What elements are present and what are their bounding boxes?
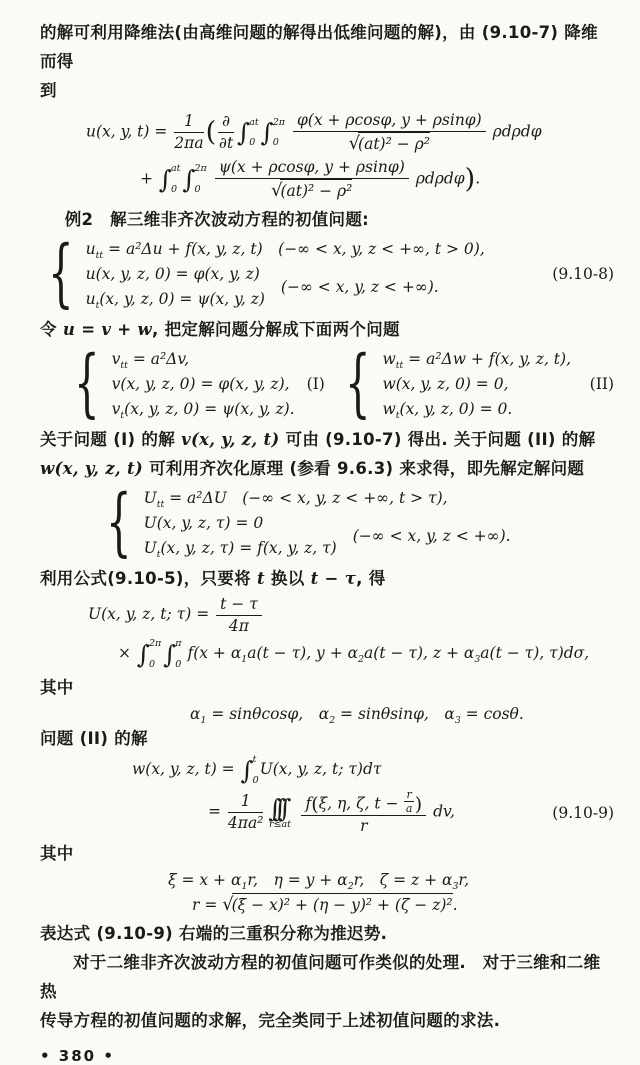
left-brace-system-II: { [344, 340, 371, 427]
problem-I-solution-line-1: 关于问题 (I) 的解 v(x, y, z, t) 可由 (9.10-7) 得出. 关于问题 (II) 的解 [40, 429, 596, 449]
system-II-row-1: $w_{tt} = a^2\Delta w + f(x$, y, z, t), [382, 349, 572, 372]
system-I-row-1: $v_{tt} = a^2\Delta v$, [111, 349, 190, 372]
system-9-10-8-row-3: $u_t(x$, y, z, 0) = ψ(x, y, z) [85, 289, 265, 312]
wherein-label-2: 其中 [40, 843, 74, 863]
system-I-row-2: v(x, y, z, 0) = φ(x, y, z), [111, 374, 290, 393]
system-II-row-3: $w_t(x$, y, z, 0) = 0. [382, 399, 513, 422]
formula-U-fraction: U(x, y, z, t; τ) = $\frac{t - \tau}{4\pi}$ [88, 595, 614, 635]
example-2-heading: 例2 解三维非齐次波动方程的初值问题: [64, 209, 370, 229]
formula-9-10-9 [208, 789, 614, 836]
formula-alpha-definitions: $\alpha_1 = \sin\theta\cos\varphi$, $\alpha_2 = \sin\theta\sin\varphi$, $\alpha_3 = \cos\theta$. [190, 705, 524, 727]
problem-I-solution-line-2: w(x, y, z, t) 可利用齐次化原理 (参看 9.6.3) 来求得，即先解定解问题 [40, 458, 585, 478]
system-U [106, 479, 614, 566]
equation-label-I: (I) [306, 375, 325, 394]
system-U-condition: (−∞ < x, y, z < +∞). [352, 526, 511, 545]
use-formula-line: 利用公式(9.10-5)，只要将 t 换以 t − τ, 得 [40, 568, 386, 588]
system-II [382, 347, 571, 422]
formula-dimension-reduction [40, 111, 614, 201]
equation-label-II: (II) [589, 375, 614, 394]
systems-I-and-II [74, 340, 614, 427]
system-II-row-2: w(x, y, z, 0) = 0, [382, 374, 509, 393]
formula-9-10-9-body: = $\frac{1}{\text{4πa²}}$ ∫∫∫ r≤at f(ξ, η, ζ, t − $\frac{r}{a}$ ) r dv, [208, 788, 455, 836]
left-brace: { [48, 230, 74, 317]
page-number: • 380 • [40, 1046, 115, 1065]
problem-II-solution-heading: 问题 (II) 的解 [40, 729, 148, 749]
system-I-row-3: $v_t(x$, y, z, 0) = ψ(x, y, z). [111, 399, 295, 422]
system-U-row-3: $U_t(x$, y, z, τ) = f(x, y, z, τ) [143, 538, 337, 561]
system-I [112, 347, 295, 422]
formula-w-integral: w(x, y, z, t) = ∫ t 0 U(x, y, z, t; τ)dτ [132, 754, 382, 786]
equation-label-9-10-8: (9.10-8) [552, 265, 614, 284]
system-9-10-8-condition: (−∞ < x, y, z < +∞). [280, 277, 439, 296]
system-9-10-8-row-1: $u_{tt} = a^2\Delta u + f(x$, y, z, t) (−∞ < x, y, z < +∞, t > 0), [85, 239, 485, 262]
formula-u-xyt-line-2: + ∫ at 0 ∫ 2π 0 $\frac{\psi(x + \rho\cos\varphi, y + \rho\sin\varphi)}{\text{√(at)² − ρ²}}$ ρdρdφ). [140, 157, 481, 201]
retarded-potential-line: 表达式 (9.10-9) 右端的三重积分称为推迟势. [40, 923, 388, 943]
system-9-10-8 [48, 230, 614, 317]
equation-label-9-10-9: (9.10-9) [552, 803, 614, 822]
system-U-row-2: U(x, y, z, τ) = 0 [143, 513, 264, 532]
left-brace-system-U: { [106, 479, 132, 566]
intro-line-1: 的解可利用降维法(由高维问题的解得出低维问题的解)，由 (9.10-7) 降维而得 [40, 23, 598, 71]
formula-u-xyt-line-1: u(x, y, t) = $\frac{1}{2\pi a}$ ( ∂ ∂t ∫ at 0 ∫ 2π 0 $\frac{\varphi(x + \rho\cos\varphi, y + \rho\sin\varphi)}{\text{√(at)² − ρ²}}$ ρdρdφ [86, 111, 542, 154]
formula-r-sqrt: r = √(ξ − x)² + (η − y)² + (ζ − z)². [192, 893, 458, 915]
system-9-10-8-row-2: u(x, y, z, 0) = φ(x, y, z) [85, 264, 260, 283]
wherein-label-1: 其中 [40, 678, 74, 698]
intro-line-2: 到 [40, 81, 57, 100]
closing-paragraph-line-1: 对于二维非齐次波动方程的初值问题可作类似的处理. 对于三维和二维热 [40, 952, 601, 1001]
formula-xi-eta-zeta: $\xi = x + \alpha_1r$, $\eta = y + \alpha_2r$, $\zeta = z + \alpha_3r$, [168, 870, 470, 892]
closing-paragraph-line-2: 传导方程的初值问题的求解，完全类同于上述初值问题的求法. [40, 1010, 501, 1030]
decompose-line: 令 u = v + w, 把定解问题分解成下面两个问题 [40, 319, 400, 339]
formula-sigma-integral: × ∫ 2π 0 ∫ π 0 $f(x + \alpha_1a(t - \tau)$, $y + \alpha_2a(t - \tau)$, $z + \alpha_3a(t - \tau)$, τ)dσ, [118, 638, 590, 670]
system-U-row-1: $U_{tt} = a^2\Delta U$ (−∞ < x, y, z < +∞, t > τ), [143, 488, 448, 511]
left-brace-system-I: { [74, 340, 100, 427]
